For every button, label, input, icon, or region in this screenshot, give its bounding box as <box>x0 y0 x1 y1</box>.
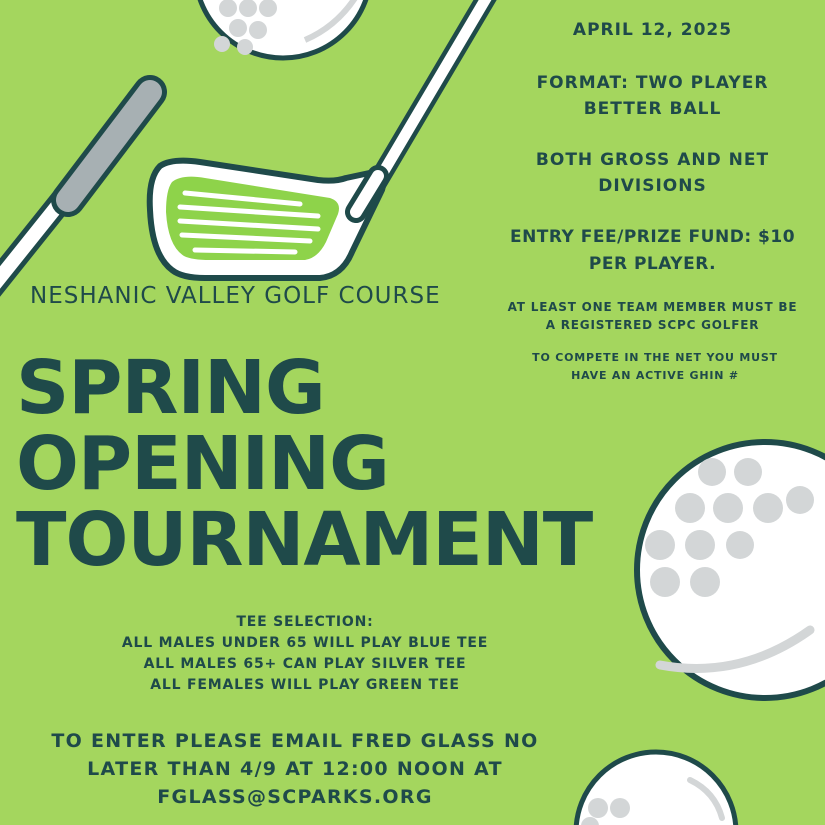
ghin-requirement: TO COMPETE IN THE NET YOU MUST HAVE AN ACTIVE GHIN # <box>532 351 778 382</box>
tee-rule: ALL FEMALES WILL PLAY GREEN TEE <box>150 677 460 693</box>
tee-rule: ALL MALES 65+ CAN PLAY SILVER TEE <box>143 656 467 672</box>
title-line: TOURNAMENT <box>16 497 593 583</box>
golf-ball-icon <box>637 442 825 698</box>
event-date: APRIL 12, 2025 <box>572 20 733 40</box>
golf-ball-icon <box>195 0 371 58</box>
event-divisions: BOTH GROSS AND NET DIVISIONS <box>535 150 770 196</box>
course-name: NESHANIC VALLEY GOLF COURSE <box>30 283 441 309</box>
tee-rule: ALL MALES UNDER 65 WILL PLAY BLUE TEE <box>121 635 489 651</box>
title-line: SPRING <box>16 345 325 431</box>
entry-instructions: TO ENTER PLEASE EMAIL FRED GLASS NO LATER THAN 4/9 AT 12:00 NOON AT FGLASS@SCPARKS.ORG <box>51 730 539 808</box>
golf-club-icon <box>0 90 150 290</box>
event-title <box>16 345 656 583</box>
tee-selection <box>50 612 560 696</box>
member-requirement: AT LEAST ONE TEAM MEMBER MUST BE A REGISTERED SCPC GOLFER <box>507 300 798 332</box>
tee-selection-heading: TEE SELECTION: <box>236 614 374 630</box>
entry-fee: ENTRY FEE/PRIZE FUND: $10 PER PLAYER. <box>509 227 796 274</box>
event-format: FORMAT: TWO PLAYER BETTER BALL <box>536 73 769 119</box>
title-line: OPENING <box>16 421 389 507</box>
golf-ball-icon <box>576 752 736 825</box>
